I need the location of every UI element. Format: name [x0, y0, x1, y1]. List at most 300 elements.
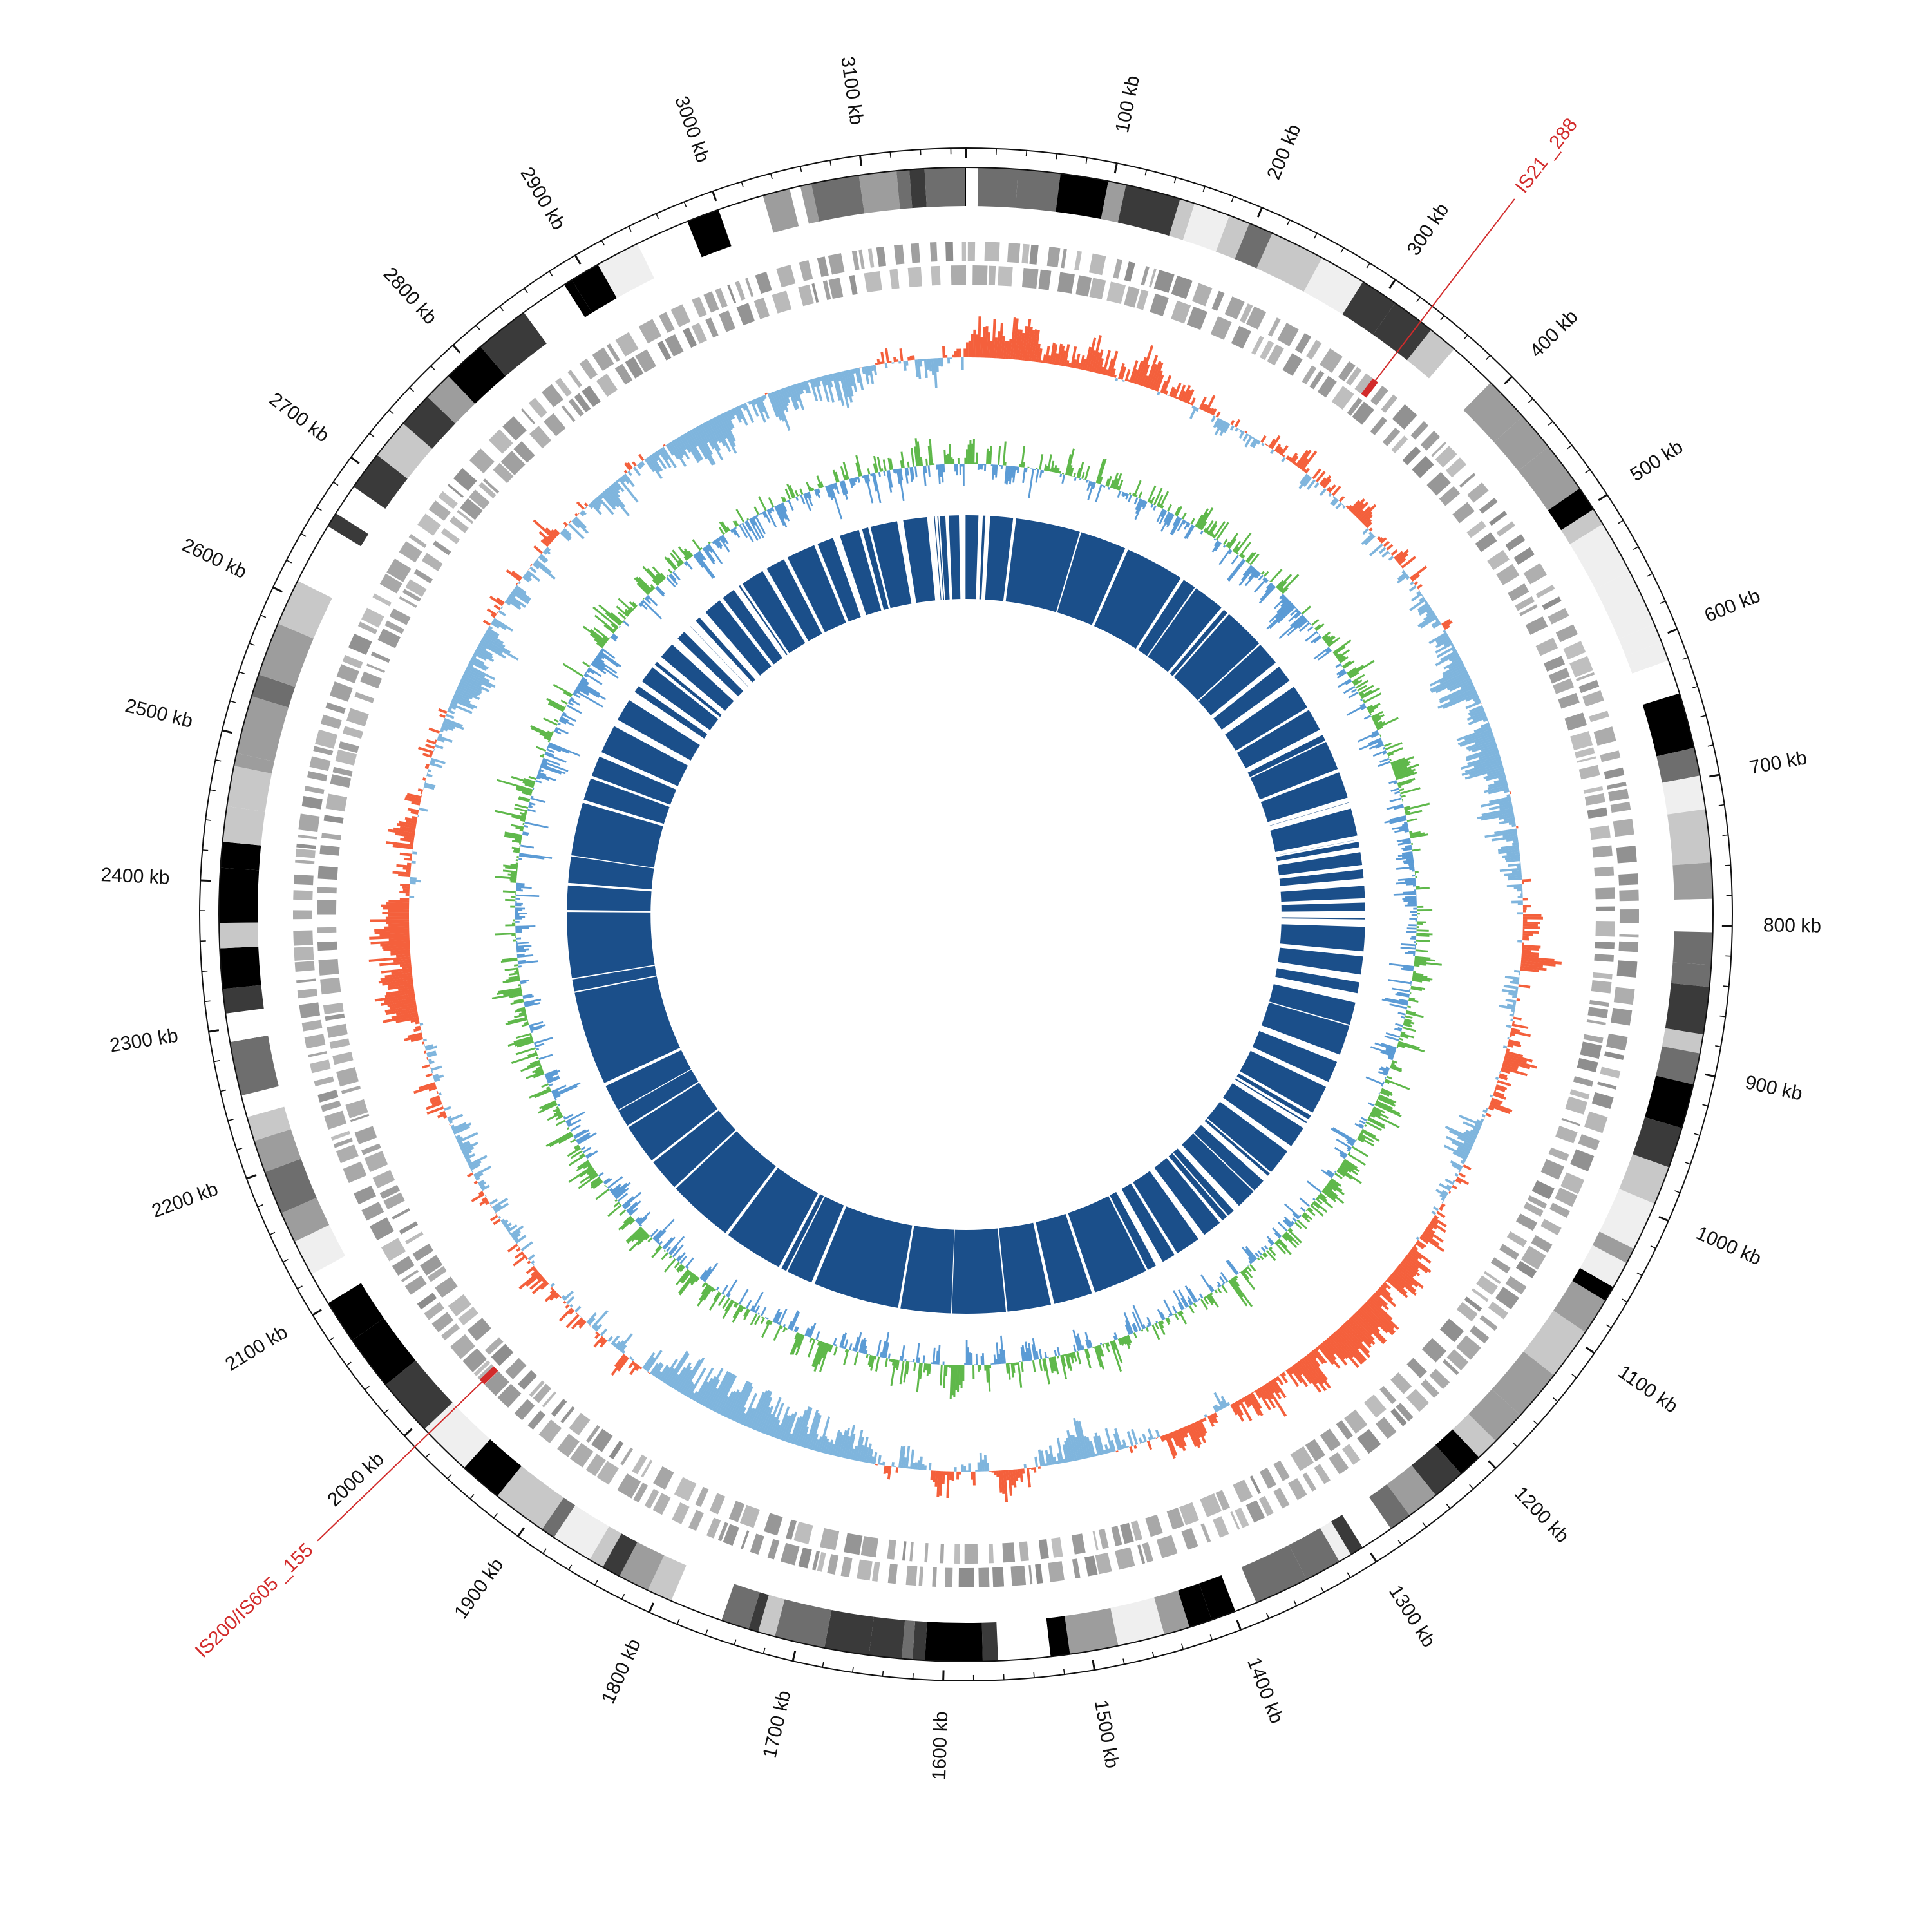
- gc-content-bar: [1521, 891, 1522, 894]
- gc-content-bar: [994, 1471, 996, 1475]
- ruler-major-tick: [200, 880, 211, 881]
- cds-feature: [1181, 1528, 1198, 1550]
- cds-feature: [1594, 954, 1614, 962]
- cds-feature: [544, 413, 566, 437]
- ruler-major-tick: [313, 1310, 322, 1315]
- cds-feature: [405, 1231, 424, 1244]
- gc-skew-bar: [518, 965, 522, 967]
- ruler-minor-tick: [1446, 1504, 1450, 1508]
- gc-skew-bar: [1200, 1299, 1208, 1311]
- cds-feature: [1273, 1461, 1290, 1481]
- gc-content-bar: [1320, 488, 1327, 496]
- cds-feature: [945, 1567, 952, 1587]
- gc-skew-bar: [1410, 938, 1416, 940]
- cds-feature: [1171, 301, 1191, 324]
- cds-feature: [399, 541, 422, 562]
- gc-content-bar: [485, 1195, 487, 1197]
- cds-feature: [1200, 1523, 1211, 1542]
- cds-feature: [346, 708, 369, 726]
- cds-feature: [1376, 1417, 1396, 1439]
- cds-feature: [1145, 1515, 1162, 1537]
- ruler-minor-tick: [249, 643, 254, 645]
- ruler-minor-tick: [1674, 1191, 1680, 1193]
- cds-feature: [1480, 1315, 1498, 1331]
- ruler-tick-label: 1300 kb: [1385, 1581, 1440, 1651]
- cds-feature: [1115, 1547, 1135, 1569]
- gc-skew-bar: [773, 1325, 782, 1341]
- cds-feature: [1370, 417, 1387, 435]
- gc-content-bar: [423, 1039, 427, 1042]
- gc-skew-bar: [1395, 1023, 1403, 1027]
- gc-content-bar: [420, 1023, 424, 1026]
- gc-content-bar: [576, 501, 585, 510]
- gc-skew-bar: [1405, 1009, 1406, 1010]
- cds-feature: [518, 1370, 537, 1390]
- gc-skew-bar: [516, 944, 519, 946]
- cds-feature: [1192, 283, 1213, 306]
- cds-feature: [305, 786, 325, 794]
- gc-content-bar: [1481, 703, 1482, 705]
- gc-content-bar: [987, 1463, 989, 1472]
- cds-feature: [560, 1406, 574, 1424]
- cds-feature: [1499, 1244, 1519, 1260]
- gc-content-bar: [1383, 541, 1390, 547]
- gc-skew-bar: [972, 439, 975, 464]
- gc-skew-bar: [664, 1258, 676, 1273]
- ruler-minor-tick: [1321, 1587, 1323, 1592]
- gc-skew-bar: [999, 465, 1001, 466]
- cds-feature: [1150, 294, 1169, 316]
- gc-skew-bar: [1417, 906, 1423, 908]
- gc-skew-bar: [969, 1352, 971, 1365]
- gc-skew-bar: [511, 896, 516, 898]
- gc-skew-bar: [560, 699, 567, 705]
- cds-feature: [768, 1539, 780, 1560]
- cds-feature: [1584, 1112, 1607, 1133]
- cds-feature: [951, 265, 966, 285]
- cds-feature: [703, 291, 719, 312]
- gc-skew-bar: [516, 859, 519, 861]
- cds-feature: [1039, 1539, 1049, 1559]
- gc-content-bar: [895, 1467, 898, 1473]
- gc-skew-bar: [1409, 918, 1417, 920]
- gc-skew-bar: [1062, 473, 1064, 474]
- cds-feature: [1595, 921, 1615, 937]
- gc-skew-bar: [981, 464, 983, 469]
- gc-skew-bar: [1408, 924, 1417, 926]
- gc-skew-bar: [1254, 578, 1267, 592]
- gc-skew-bar: [549, 1083, 553, 1086]
- cds-feature: [324, 815, 344, 823]
- gc-content-bar: [1216, 412, 1221, 418]
- cds-feature: [441, 528, 460, 544]
- gc-skew-bar: [923, 1355, 925, 1363]
- gc-skew-bar: [888, 1353, 891, 1358]
- ruler-minor-tick: [1660, 601, 1665, 603]
- gc-skew-bar: [667, 575, 668, 577]
- cds-feature: [330, 1038, 350, 1049]
- gc-skew-bar: [1416, 940, 1430, 942]
- gc-content-bar: [611, 1355, 628, 1376]
- gc-skew-bar: [746, 518, 749, 520]
- gc-skew-bar: [598, 1172, 604, 1177]
- gc-content-bar: [513, 1255, 527, 1267]
- gc-skew-bar: [533, 788, 534, 790]
- cds-feature: [1507, 1231, 1527, 1247]
- gc-content-bar: [1482, 1114, 1486, 1117]
- gc-skew-bar: [530, 797, 545, 803]
- ruler-minor-tick: [384, 1410, 388, 1414]
- gc-content-bar: [978, 1463, 980, 1472]
- gc-skew-bar: [991, 464, 993, 466]
- gc-skew-bar: [795, 490, 799, 497]
- ruler-major-tick: [1258, 207, 1262, 217]
- gc-skew-bar: [962, 1365, 964, 1381]
- gc-skew-bar: [642, 600, 662, 619]
- gc-skew-bar: [1334, 1171, 1336, 1173]
- gc-skew-bar: [1413, 884, 1416, 886]
- cds-feature: [551, 1399, 567, 1417]
- ruler-minor-tick: [1701, 715, 1707, 717]
- gc-skew-bar: [1407, 927, 1417, 929]
- gc-content-bar: [954, 351, 957, 357]
- gc-content-bar: [889, 361, 891, 363]
- cds-feature: [972, 265, 987, 285]
- gc-content-bar: [956, 1472, 959, 1480]
- gc-skew-bar: [1397, 1046, 1399, 1048]
- gc-content-bar: [402, 886, 410, 889]
- gc-skew-bar: [527, 809, 536, 813]
- gc-content-bar: [971, 1472, 973, 1480]
- cds-feature: [1590, 825, 1611, 840]
- gc-skew-bar: [1270, 569, 1283, 582]
- cds-feature: [296, 844, 316, 849]
- grayscale-block: [1118, 185, 1180, 236]
- gc-skew-bar: [914, 466, 918, 477]
- cds-feature: [1582, 690, 1604, 706]
- cds-feature: [521, 408, 535, 424]
- gc-skew-bar: [961, 464, 963, 467]
- gc-content-bar: [1513, 1017, 1522, 1021]
- grayscale-block: [1643, 694, 1694, 757]
- cds-feature: [1124, 261, 1135, 282]
- gc-content-bar: [430, 762, 443, 768]
- gc-skew-bar: [911, 448, 914, 467]
- gc-content-bar: [417, 815, 419, 817]
- gc-skew-bar: [549, 742, 580, 756]
- gc-content-bar: [1417, 584, 1423, 589]
- gc-skew-bar: [1412, 875, 1416, 876]
- gc-skew-bar: [515, 911, 518, 913]
- cds-feature: [1099, 1529, 1109, 1549]
- gc-skew-bar: [1385, 1077, 1387, 1079]
- gc-content-bar: [421, 1030, 422, 1033]
- gc-skew-bar: [520, 845, 534, 849]
- gc-skew-bar: [1155, 1323, 1159, 1329]
- cds-feature: [705, 317, 718, 337]
- cds-feature: [1187, 307, 1208, 330]
- gc-content-bar: [1517, 889, 1522, 891]
- gc-content-bar: [907, 1466, 910, 1468]
- cds-feature: [1072, 1533, 1086, 1554]
- cds-feature: [1577, 1058, 1598, 1072]
- gc-content-bar: [1031, 1468, 1034, 1470]
- cds-feature: [909, 1542, 913, 1561]
- gc-content-bar: [1503, 1045, 1508, 1048]
- cds-feature: [336, 1067, 359, 1086]
- ruler-minor-tick: [543, 1549, 546, 1554]
- gc-skew-bar: [933, 463, 934, 465]
- gc-skew-bar: [556, 725, 557, 727]
- cds-feature: [1564, 712, 1587, 730]
- gc-skew-bar: [696, 553, 715, 578]
- cds-feature: [741, 1530, 749, 1549]
- cds-feature: [317, 942, 337, 951]
- gc-content-bar: [498, 610, 506, 616]
- gc-skew-bar: [536, 746, 546, 752]
- gc-skew-bar: [566, 705, 582, 714]
- gc-content-bar: [1024, 1464, 1027, 1469]
- ruler-major-tick: [273, 587, 282, 592]
- gc-content-bar: [518, 1245, 520, 1248]
- cds-feature: [354, 1186, 376, 1204]
- cds-feature: [1430, 1369, 1450, 1389]
- cds-feature: [911, 243, 920, 263]
- gc-content-bar: [1523, 910, 1526, 913]
- gc-skew-bar: [992, 1363, 994, 1365]
- gc-content-bar: [1260, 435, 1266, 443]
- gc-skew-bar: [1397, 1012, 1405, 1015]
- ruler-minor-tick: [1553, 1398, 1558, 1402]
- ruler-minor-tick: [763, 1648, 764, 1654]
- gc-skew-bar: [851, 1350, 853, 1351]
- gc-skew-bar: [931, 1362, 933, 1364]
- cds-feature: [294, 947, 314, 961]
- cds-feature: [1410, 421, 1428, 440]
- gc-skew-bar: [943, 1361, 945, 1365]
- cds-feature: [1051, 1537, 1063, 1558]
- gc-content-bar: [992, 1471, 994, 1473]
- grayscale-block: [219, 922, 258, 948]
- cds-feature: [1113, 259, 1122, 279]
- cds-feature: [1578, 680, 1599, 693]
- gc-content-bar: [609, 1342, 611, 1343]
- cds-feature: [1022, 268, 1039, 289]
- gc-skew-bar: [1392, 988, 1410, 993]
- cds-forward-track: [293, 242, 1639, 1587]
- ruler-minor-tick: [920, 149, 921, 155]
- gc-skew-bar: [761, 1320, 771, 1338]
- cds-feature: [1536, 638, 1558, 656]
- cds-feature: [1563, 641, 1586, 659]
- gc-skew-bar: [909, 1361, 911, 1362]
- cds-feature: [1591, 980, 1612, 994]
- gc-skew-bar: [1045, 1352, 1048, 1358]
- cds-feature: [1421, 431, 1440, 451]
- ruler-minor-tick: [1708, 745, 1714, 746]
- gc-content-bar: [439, 1092, 442, 1095]
- gc-content-bar: [1041, 360, 1043, 363]
- cds-feature: [902, 1541, 907, 1560]
- cds-feature: [414, 569, 433, 583]
- gc-skew-bar: [1348, 692, 1359, 699]
- ruler-minor-tick: [1715, 1046, 1721, 1047]
- gc-content-bar: [966, 343, 969, 357]
- gc-content-bar: [982, 1460, 985, 1472]
- ruler-minor-tick: [230, 701, 236, 703]
- gc-skew-bar: [1412, 869, 1415, 871]
- gc-skew-bar: [1086, 480, 1088, 482]
- gc-skew-bar: [1383, 747, 1385, 750]
- gc-skew-bar: [1057, 1347, 1061, 1356]
- ruler-outer-circle: [200, 148, 1732, 1681]
- gc-skew-bar: [663, 1250, 666, 1253]
- gc-content-bar: [1283, 1370, 1285, 1372]
- gc-skew-bar: [1257, 1258, 1260, 1261]
- ruler-minor-tick: [1123, 1659, 1124, 1665]
- gc-skew-bar: [976, 1354, 978, 1365]
- gc-skew-bar: [998, 446, 1001, 465]
- cds-feature: [1392, 404, 1417, 430]
- gc-skew-bar: [549, 1133, 573, 1147]
- gc-skew-bar: [708, 542, 711, 544]
- gc-content-bar: [940, 358, 943, 366]
- gc-content-bar: [1230, 425, 1235, 430]
- ruler-minor-tick: [1056, 153, 1057, 159]
- gc-content-bar: [1507, 1037, 1509, 1039]
- gc-skew-bar: [643, 598, 645, 600]
- cds-feature: [1573, 1076, 1593, 1087]
- gc-skew-bar: [515, 904, 522, 906]
- ruler-major-tick: [1093, 1660, 1095, 1670]
- gc-content-bar: [474, 1180, 478, 1184]
- ruler-minor-tick: [329, 1338, 334, 1341]
- cds-feature: [688, 1510, 704, 1531]
- gc-content-bar: [1270, 450, 1274, 454]
- gc-content-bar: [859, 367, 862, 368]
- gc-content-bar: [422, 1064, 430, 1068]
- ruler-minor-tick: [334, 482, 338, 485]
- cds-feature: [1587, 808, 1608, 819]
- gc-content-bar: [386, 922, 409, 924]
- gc-skew-bar: [951, 457, 952, 464]
- gc-skew-bar: [553, 684, 573, 696]
- gc-skew-bar: [788, 500, 793, 511]
- gc-skew-bar: [1028, 469, 1034, 498]
- cds-feature: [1171, 276, 1193, 299]
- ruler-minor-tick: [684, 202, 686, 207]
- cds-feature: [1251, 336, 1264, 355]
- gc-content-bar: [1510, 1018, 1513, 1021]
- gc-content-bar: [1517, 998, 1520, 1001]
- cds-feature: [1412, 456, 1434, 478]
- cds-feature: [799, 260, 813, 281]
- cds-feature: [798, 1548, 811, 1569]
- cds-feature: [989, 1544, 994, 1563]
- cds-feature: [399, 1221, 418, 1234]
- gc-skew-bar: [913, 1362, 916, 1371]
- ruler-tick-label: 2700 kb: [265, 388, 334, 447]
- gc-content-bar: [1375, 536, 1377, 538]
- cds-feature: [1141, 266, 1150, 285]
- cds-feature: [1403, 446, 1421, 465]
- cds-feature: [1047, 247, 1061, 267]
- gc-content-bar: [1517, 940, 1522, 942]
- gc-skew-bar: [510, 906, 515, 908]
- annotation-label: IS21 _288: [1511, 114, 1582, 198]
- gc-content-bar: [1339, 496, 1345, 502]
- gc-skew-bar: [976, 453, 978, 464]
- gc-skew-bar: [1332, 1127, 1356, 1142]
- gc-content-bar: [1328, 493, 1332, 497]
- gc-skew-bar: [1173, 1314, 1175, 1316]
- gc-content-bar: [632, 461, 636, 466]
- gc-skew-bar: [984, 1365, 986, 1370]
- cds-feature: [1406, 1358, 1426, 1379]
- cds-feature: [336, 1144, 359, 1163]
- cds-feature: [710, 1493, 726, 1514]
- ruler-major-tick: [575, 255, 580, 264]
- cds-feature: [1597, 1081, 1616, 1089]
- gc-skew-bar: [1199, 1293, 1204, 1298]
- cds-feature: [1579, 765, 1600, 779]
- ruler-major-tick: [713, 191, 716, 201]
- ruler-tick-label: 2800 kb: [379, 263, 441, 329]
- gc-content-bar: [574, 513, 578, 516]
- cds-feature: [1268, 317, 1281, 337]
- gc-skew-bar: [515, 916, 525, 918]
- gc-skew-bar: [1222, 543, 1223, 544]
- cds-feature: [1211, 316, 1232, 340]
- gc-content-bar: [1416, 1236, 1420, 1240]
- gc-skew-bar: [1313, 627, 1314, 629]
- cds-feature: [1095, 1553, 1112, 1575]
- ruler-minor-tick: [771, 173, 772, 179]
- cds-feature: [1532, 1180, 1555, 1200]
- gc-skew-bar: [1261, 571, 1265, 575]
- cds-feature: [918, 1566, 923, 1586]
- cds-feature: [1329, 1452, 1349, 1474]
- gc-skew-bar: [1039, 1349, 1042, 1359]
- gc-skew-bar: [1036, 469, 1039, 483]
- cds-feature: [889, 269, 899, 289]
- cds-feature: [1233, 1479, 1253, 1502]
- cds-feature: [931, 266, 941, 286]
- gc-content-bar: [1191, 397, 1196, 406]
- gc-content-bar: [1523, 923, 1538, 926]
- cds-feature: [1614, 987, 1635, 1005]
- gc-skew-bar: [1220, 1272, 1229, 1282]
- gc-content-bar: [1115, 378, 1118, 382]
- gc-skew-bar: [799, 488, 803, 495]
- gc-content-bar: [1487, 720, 1489, 723]
- cds-feature: [310, 1059, 331, 1073]
- gc-content-bar: [1522, 879, 1531, 882]
- cds-feature: [781, 1543, 800, 1566]
- gc-skew-bar: [1406, 931, 1417, 933]
- cds-feature: [1570, 1149, 1594, 1171]
- gc-skew-bar: [1184, 1308, 1186, 1309]
- ruler-tick-label: 2300 kb: [108, 1025, 180, 1057]
- ruler-minor-tick: [370, 433, 374, 437]
- ruler-minor-tick: [656, 214, 659, 219]
- ruler-tick-label: 100 kb: [1112, 73, 1144, 135]
- gc-content-bar: [1122, 380, 1124, 382]
- ruler-major-tick: [222, 730, 232, 733]
- cds-feature: [354, 692, 374, 703]
- cds-feature: [1556, 624, 1578, 642]
- gc-content-bar: [531, 1260, 535, 1264]
